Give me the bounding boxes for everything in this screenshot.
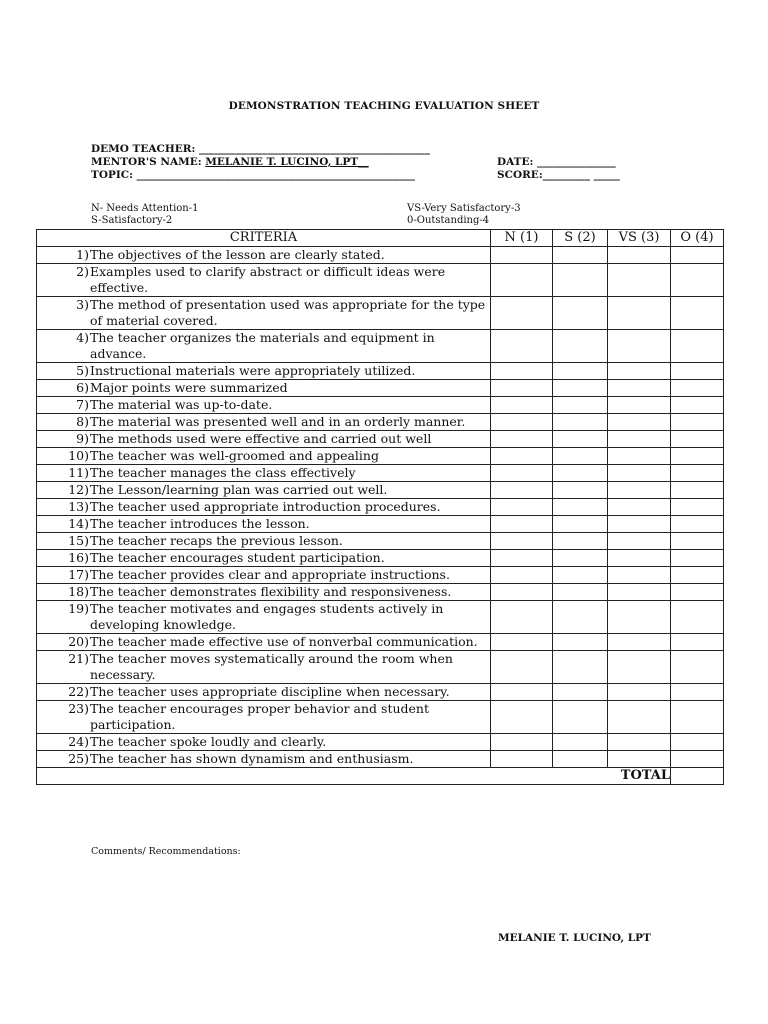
criteria-number: 18) — [68, 584, 89, 599]
o-rating-cell[interactable] — [671, 297, 724, 330]
vs-rating-cell[interactable] — [608, 363, 671, 380]
comments-label: Comments/ Recommendations: — [91, 846, 241, 857]
vs-rating-cell[interactable] — [608, 701, 671, 734]
s-rating-cell[interactable] — [553, 701, 608, 734]
criteria-cell — [37, 330, 491, 363]
o-rating-cell[interactable] — [671, 734, 724, 751]
criteria-cell — [37, 499, 491, 516]
criteria-cell — [37, 550, 491, 567]
table-row — [37, 684, 724, 701]
o-rating-cell[interactable] — [671, 567, 724, 584]
vs-rating-cell[interactable] — [608, 397, 671, 414]
s-rating-cell[interactable] — [553, 330, 608, 363]
n-rating-cell[interactable] — [491, 247, 553, 264]
n-rating-cell[interactable] — [491, 601, 553, 634]
table-row — [37, 701, 724, 734]
o-rating-cell[interactable] — [671, 247, 724, 264]
table-row — [37, 414, 724, 431]
n-rating-cell[interactable] — [491, 533, 553, 550]
criteria-text: The teacher motivates and engages students actively in developing knowledge. — [90, 601, 444, 632]
n-rating-cell[interactable] — [491, 397, 553, 414]
s-rating-cell[interactable] — [553, 567, 608, 584]
criteria-text: Examples used to clarify abstract or difficult ideas were effective. — [90, 264, 446, 295]
criteria-cell — [37, 363, 491, 380]
table-row — [37, 465, 724, 482]
criteria-number: 11) — [68, 465, 89, 480]
o-rating-cell[interactable] — [671, 499, 724, 516]
vs-rating-cell[interactable] — [608, 380, 671, 397]
o-rating-cell[interactable] — [671, 684, 724, 701]
vs-rating-cell[interactable] — [608, 516, 671, 533]
criteria-text: The teacher demonstrates flexibility and responsiveness. — [90, 584, 452, 599]
legend-outstanding: 0-Outstanding-4 — [407, 215, 490, 226]
legend-satisfactory: S-Satisfactory-2 — [91, 215, 173, 226]
mentor-name-value: MELANIE T. LUCINO, LPT__ — [205, 156, 369, 168]
criteria-number: 12) — [68, 482, 89, 497]
criteria-text: The teacher used appropriate introduction procedures. — [90, 499, 441, 514]
criteria-number: 5) — [76, 363, 89, 378]
o-rating-cell[interactable] — [671, 601, 724, 634]
n-rating-cell[interactable] — [491, 297, 553, 330]
criteria-number: 7) — [76, 397, 89, 412]
criteria-cell — [37, 684, 491, 701]
table-row — [37, 734, 724, 751]
vs-rating-cell[interactable] — [608, 734, 671, 751]
vs-rating-cell[interactable] — [608, 482, 671, 499]
criteria-text: The teacher has shown dynamism and enthusiasm. — [90, 751, 414, 766]
n-rating-cell[interactable] — [491, 330, 553, 363]
s-rating-cell[interactable] — [553, 297, 608, 330]
s-rating-cell[interactable] — [553, 448, 608, 465]
s-rating-cell[interactable] — [553, 482, 608, 499]
criteria-cell — [37, 601, 491, 634]
table-row — [37, 651, 724, 684]
o-rating-cell[interactable] — [671, 550, 724, 567]
criteria-number: 3) — [76, 297, 89, 312]
topic-field[interactable]: TOPIC: _____________________________________________________ — [91, 169, 415, 181]
s-rating-cell[interactable] — [553, 499, 608, 516]
o-rating-cell[interactable] — [671, 701, 724, 734]
table-header-row — [37, 230, 724, 247]
table-row — [37, 584, 724, 601]
criteria-cell — [37, 651, 491, 684]
criteria-cell — [37, 264, 491, 297]
vs-rating-cell[interactable] — [608, 751, 671, 768]
s-rating-cell[interactable] — [553, 264, 608, 297]
n-rating-cell[interactable] — [491, 584, 553, 601]
vs-rating-cell[interactable] — [608, 465, 671, 482]
o-rating-cell[interactable] — [671, 448, 724, 465]
o-rating-cell[interactable] — [671, 397, 724, 414]
total-cell[interactable] — [671, 768, 724, 785]
demo-teacher-field[interactable]: DEMO TEACHER: ____________________________________________ — [91, 143, 431, 155]
table-row — [37, 264, 724, 297]
n-rating-cell[interactable] — [491, 264, 553, 297]
n-rating-cell[interactable] — [491, 431, 553, 448]
n-rating-cell[interactable] — [491, 482, 553, 499]
table-row — [37, 448, 724, 465]
o-rating-cell[interactable] — [671, 465, 724, 482]
criteria-text: The teacher encourages proper behavior and student participation. — [90, 701, 429, 732]
vs-rating-cell[interactable] — [608, 247, 671, 264]
very-satisfactory-header: VS (3) — [608, 230, 671, 247]
vs-rating-cell[interactable] — [608, 684, 671, 701]
criteria-number: 21) — [68, 651, 89, 666]
criteria-number: 13) — [68, 499, 89, 514]
vs-rating-cell[interactable] — [608, 567, 671, 584]
s-rating-cell[interactable] — [553, 363, 608, 380]
n-rating-cell[interactable] — [491, 448, 553, 465]
total-row — [37, 768, 724, 785]
criteria-text: The teacher spoke loudly and clearly. — [90, 734, 327, 749]
s-rating-cell[interactable] — [553, 414, 608, 431]
criteria-number: 14) — [68, 516, 89, 531]
vs-rating-cell[interactable] — [608, 448, 671, 465]
criteria-text: The teacher recaps the previous lesson. — [90, 533, 343, 548]
o-rating-cell[interactable] — [671, 431, 724, 448]
n-rating-cell[interactable] — [491, 550, 553, 567]
s-rating-cell[interactable] — [553, 584, 608, 601]
total-label: TOTAL — [37, 768, 671, 785]
criteria-cell — [37, 431, 491, 448]
criteria-text: The teacher introduces the lesson. — [90, 516, 310, 531]
page-title: DEMONSTRATION TEACHING EVALUATION SHEET — [228, 100, 540, 112]
s-rating-cell[interactable] — [553, 380, 608, 397]
criteria-number: 2) — [76, 264, 89, 279]
criteria-number: 24) — [68, 734, 89, 749]
criteria-number: 6) — [76, 380, 89, 395]
table-row — [37, 550, 724, 567]
criteria-number: 25) — [68, 751, 89, 766]
n-rating-cell[interactable] — [491, 634, 553, 651]
criteria-number: 19) — [68, 601, 89, 616]
s-rating-cell[interactable] — [553, 734, 608, 751]
criteria-text: The Lesson/learning plan was carried out well. — [90, 482, 388, 497]
criteria-cell — [37, 482, 491, 499]
legend-very-satisfactory: VS-Very Satisfactory-3 — [407, 203, 521, 214]
table-row — [37, 380, 724, 397]
vs-rating-cell[interactable] — [608, 550, 671, 567]
table-row — [37, 330, 724, 363]
criteria-text: The material was presented well and in an orderly manner. — [90, 414, 466, 429]
table-row — [37, 363, 724, 380]
criteria-cell — [37, 516, 491, 533]
n-rating-cell[interactable] — [491, 734, 553, 751]
s-rating-cell[interactable] — [553, 516, 608, 533]
criteria-text: The teacher manages the class effectively — [90, 465, 356, 480]
criteria-text: The teacher uses appropriate discipline when necessary. — [90, 684, 450, 699]
criteria-number: 17) — [68, 567, 89, 582]
table-row — [37, 533, 724, 550]
o-rating-cell[interactable] — [671, 533, 724, 550]
criteria-text: The teacher made effective use of nonverbal communication. — [90, 634, 478, 649]
table-row — [37, 601, 724, 634]
criteria-number: 1) — [76, 247, 89, 262]
criteria-cell — [37, 584, 491, 601]
table-row — [37, 751, 724, 768]
table-row — [37, 482, 724, 499]
n-rating-cell[interactable] — [491, 567, 553, 584]
signature-name: MELANIE T. LUCINO, LPT — [498, 932, 651, 944]
table-row — [37, 634, 724, 651]
table-row — [37, 516, 724, 533]
criteria-text: The objectives of the lesson are clearly stated. — [90, 247, 385, 262]
o-rating-cell[interactable] — [671, 482, 724, 499]
o-rating-cell[interactable] — [671, 584, 724, 601]
criteria-cell — [37, 380, 491, 397]
o-rating-cell[interactable] — [671, 363, 724, 380]
o-rating-cell[interactable] — [671, 264, 724, 297]
n-rating-cell[interactable] — [491, 684, 553, 701]
criteria-cell — [37, 448, 491, 465]
criteria-number: 4) — [76, 330, 89, 345]
s-rating-cell[interactable] — [553, 397, 608, 414]
n-rating-cell[interactable] — [491, 363, 553, 380]
criteria-cell — [37, 247, 491, 264]
criteria-text: The method of presentation used was appropriate for the type of material covered. — [90, 297, 486, 328]
criteria-number: 8) — [76, 414, 89, 429]
criteria-number: 15) — [68, 533, 89, 548]
n-rating-cell[interactable] — [491, 499, 553, 516]
criteria-text: The teacher moves systematically around the room when necessary. — [90, 651, 453, 682]
vs-rating-cell[interactable] — [608, 584, 671, 601]
o-rating-cell[interactable] — [671, 634, 724, 651]
criteria-text: Instructional materials were appropriately utilized. — [90, 363, 416, 378]
s-rating-cell[interactable] — [553, 247, 608, 264]
o-rating-cell[interactable] — [671, 330, 724, 363]
criteria-text: The teacher organizes the materials and equipment in advance. — [90, 330, 435, 361]
table-row — [37, 431, 724, 448]
criteria-number: 10) — [68, 448, 89, 463]
vs-rating-cell[interactable] — [608, 431, 671, 448]
table-row — [37, 567, 724, 584]
score-field[interactable]: SCORE:_________ _____ — [497, 169, 620, 181]
criteria-cell — [37, 465, 491, 482]
criteria-cell — [37, 567, 491, 584]
vs-rating-cell[interactable] — [608, 499, 671, 516]
o-rating-cell[interactable] — [671, 751, 724, 768]
criteria-cell — [37, 297, 491, 330]
mentor-name-field — [91, 156, 369, 168]
criteria-cell — [37, 701, 491, 734]
criteria-cell — [37, 734, 491, 751]
vs-rating-cell[interactable] — [608, 634, 671, 651]
criteria-number: 20) — [68, 634, 89, 649]
criteria-cell — [37, 634, 491, 651]
vs-rating-cell[interactable] — [608, 533, 671, 550]
s-rating-cell[interactable] — [553, 431, 608, 448]
mentor-name-label: MENTOR'S NAME: — [91, 156, 206, 168]
vs-rating-cell[interactable] — [608, 297, 671, 330]
n-rating-cell[interactable] — [491, 651, 553, 684]
s-rating-cell[interactable] — [553, 684, 608, 701]
o-rating-cell[interactable] — [671, 380, 724, 397]
vs-rating-cell[interactable] — [608, 651, 671, 684]
s-rating-cell[interactable] — [553, 751, 608, 768]
o-rating-cell[interactable] — [671, 414, 724, 431]
s-rating-cell[interactable] — [553, 533, 608, 550]
criteria-text: The teacher encourages student participation. — [90, 550, 385, 565]
n-rating-cell[interactable] — [491, 380, 553, 397]
criteria-text: The methods used were effective and carried out well — [90, 431, 432, 446]
criteria-text: The material was up-to-date. — [90, 397, 273, 412]
s-rating-cell[interactable] — [553, 465, 608, 482]
satisfactory-header: S (2) — [553, 230, 608, 247]
n-rating-cell[interactable] — [491, 414, 553, 431]
needs-attention-header: N (1) — [491, 230, 553, 247]
table-row — [37, 499, 724, 516]
criteria-cell — [37, 397, 491, 414]
o-rating-cell[interactable] — [671, 516, 724, 533]
n-rating-cell[interactable] — [491, 701, 553, 734]
date-field[interactable]: DATE: _______________ — [497, 156, 616, 168]
table-row — [37, 247, 724, 264]
criteria-number: 16) — [68, 550, 89, 565]
criteria-text: The teacher was well-groomed and appealing — [90, 448, 379, 463]
criteria-number: 22) — [68, 684, 89, 699]
s-rating-cell[interactable] — [553, 550, 608, 567]
s-rating-cell[interactable] — [553, 601, 608, 634]
n-rating-cell[interactable] — [491, 465, 553, 482]
criteria-text: Major points were summarized — [90, 380, 288, 395]
n-rating-cell[interactable] — [491, 516, 553, 533]
criteria-cell — [37, 533, 491, 550]
n-rating-cell[interactable] — [491, 751, 553, 768]
outstanding-header: O (4) — [671, 230, 724, 247]
table-row — [37, 397, 724, 414]
evaluation-table — [36, 229, 724, 785]
criteria-cell — [37, 414, 491, 431]
criteria-number: 23) — [68, 701, 89, 716]
table-row — [37, 297, 724, 330]
legend-needs-attention: N- Needs Attention-1 — [91, 203, 199, 214]
s-rating-cell[interactable] — [553, 651, 608, 684]
criteria-header: CRITERIA — [37, 230, 491, 247]
vs-rating-cell[interactable] — [608, 330, 671, 363]
vs-rating-cell[interactable] — [608, 264, 671, 297]
criteria-number: 9) — [76, 431, 89, 446]
criteria-text: The teacher provides clear and appropriate instructions. — [90, 567, 450, 582]
vs-rating-cell[interactable] — [608, 601, 671, 634]
s-rating-cell[interactable] — [553, 634, 608, 651]
vs-rating-cell[interactable] — [608, 414, 671, 431]
criteria-cell — [37, 751, 491, 768]
o-rating-cell[interactable] — [671, 651, 724, 684]
